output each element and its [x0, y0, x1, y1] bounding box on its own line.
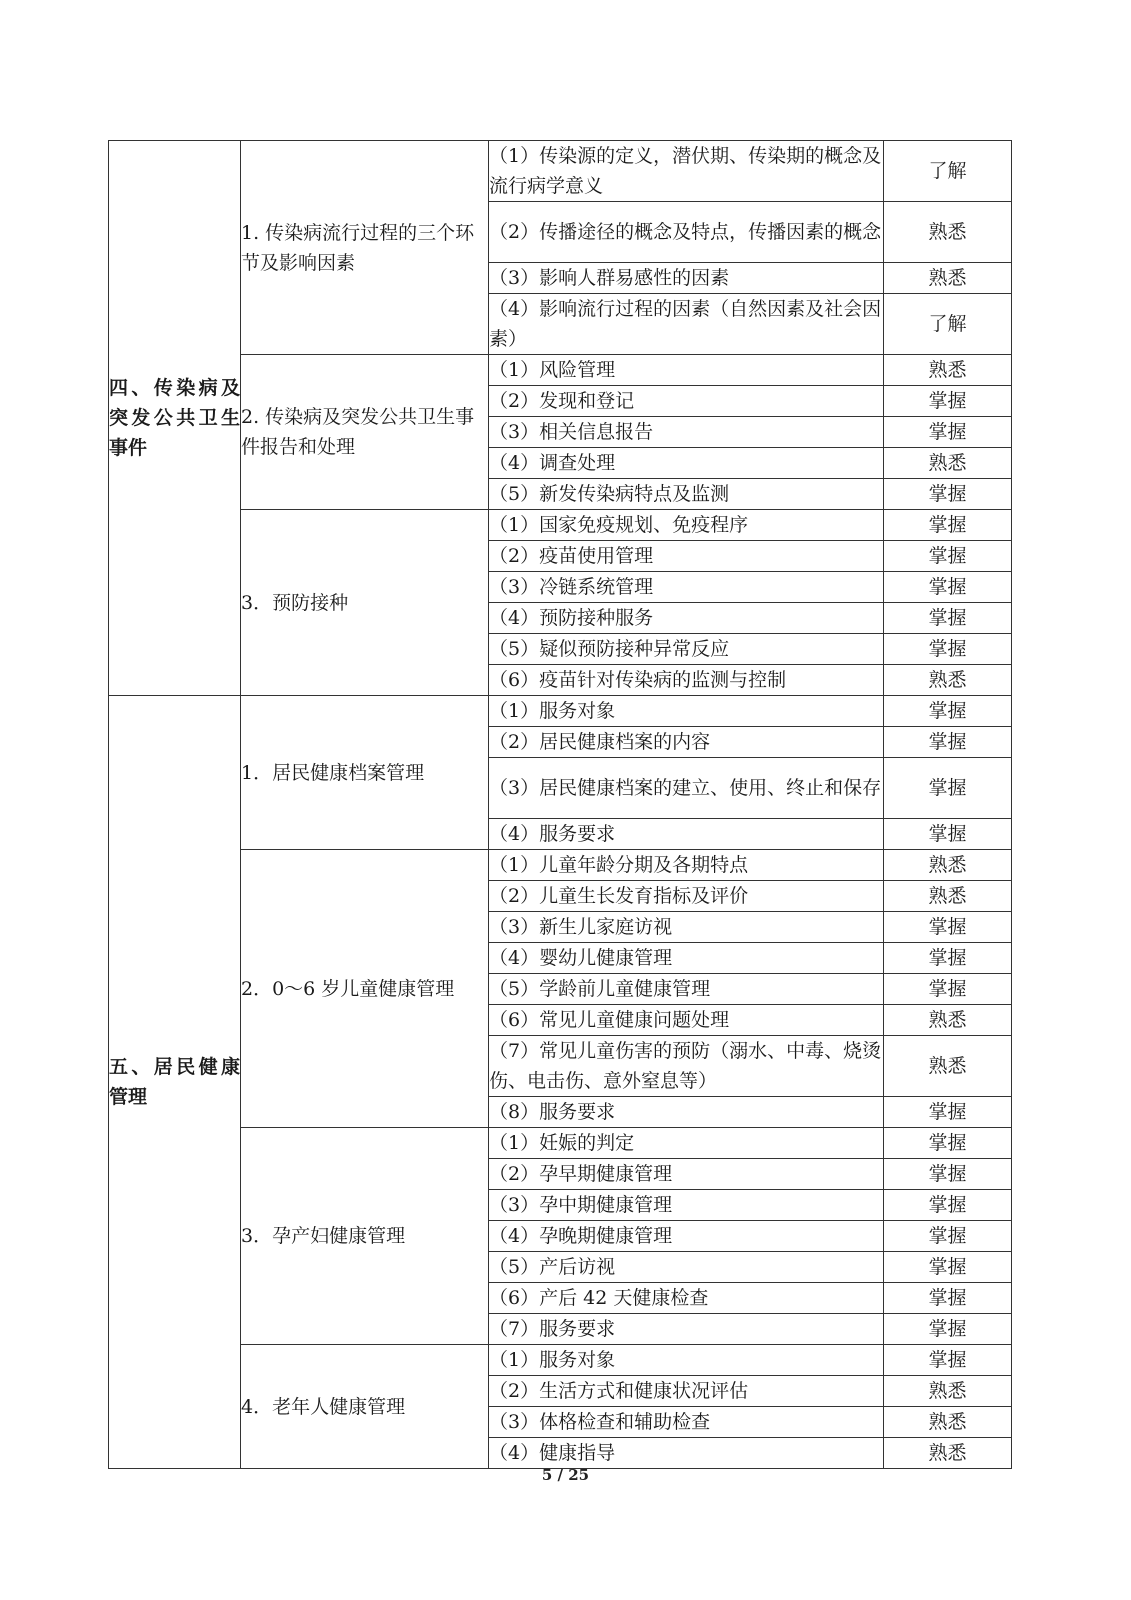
requirement-level: 了解	[884, 141, 1012, 202]
topic-item: （4）服务要求	[489, 819, 884, 850]
unit-title: 4．老年人健康管理	[241, 1345, 489, 1469]
requirement-level: 掌握	[884, 943, 1012, 974]
topic-item: （6）常见儿童健康问题处理	[489, 1005, 884, 1036]
topic-item: （5）疑似预防接种异常反应	[489, 634, 884, 665]
requirement-level: 掌握	[884, 1190, 1012, 1221]
requirement-level: 掌握	[884, 386, 1012, 417]
topic-item: （3）冷链系统管理	[489, 572, 884, 603]
chapter-title: 五、居民健康管理	[109, 696, 241, 1469]
topic-item: （2）疫苗使用管理	[489, 541, 884, 572]
topic-item: （5）新发传染病特点及监测	[489, 479, 884, 510]
requirement-level: 掌握	[884, 1345, 1012, 1376]
requirement-level: 熟悉	[884, 355, 1012, 386]
requirement-level: 掌握	[884, 727, 1012, 758]
topic-item: （2）发现和登记	[489, 386, 884, 417]
requirement-level: 掌握	[884, 417, 1012, 448]
requirement-level: 熟悉	[884, 665, 1012, 696]
requirement-level: 掌握	[884, 572, 1012, 603]
requirement-level: 熟悉	[884, 850, 1012, 881]
requirement-level: 掌握	[884, 1221, 1012, 1252]
requirement-level: 熟悉	[884, 202, 1012, 263]
requirement-level: 掌握	[884, 1314, 1012, 1345]
topic-item: （4）调查处理	[489, 448, 884, 479]
topic-item: （7）常见儿童伤害的预防（溺水、中毒、烧烫伤、电击伤、意外窒息等）	[489, 1036, 884, 1097]
table-row	[109, 1345, 1012, 1376]
topic-item: （2）居民健康档案的内容	[489, 727, 884, 758]
table-row	[109, 355, 1012, 386]
requirement-level: 掌握	[884, 819, 1012, 850]
topic-item: （5）产后访视	[489, 1252, 884, 1283]
requirement-level: 熟悉	[884, 1376, 1012, 1407]
topic-item: （3）体格检查和辅助检查	[489, 1407, 884, 1438]
requirement-level: 了解	[884, 294, 1012, 355]
requirement-level: 掌握	[884, 479, 1012, 510]
table-row	[109, 510, 1012, 541]
topic-item: （5）学龄前儿童健康管理	[489, 974, 884, 1005]
page-number: 5 / 25	[541, 1466, 590, 1484]
topic-item: （3）居民健康档案的建立、使用、终止和保存	[489, 758, 884, 819]
topic-item: （1）儿童年龄分期及各期特点	[489, 850, 884, 881]
topic-item: （4）婴幼儿健康管理	[489, 943, 884, 974]
requirement-level: 掌握	[884, 1283, 1012, 1314]
requirement-level: 熟悉	[884, 1036, 1012, 1097]
requirement-level: 掌握	[884, 1128, 1012, 1159]
unit-title: 3．预防接种	[241, 510, 489, 696]
table-row	[109, 696, 1012, 727]
requirement-level: 熟悉	[884, 881, 1012, 912]
topic-item: （4）孕晚期健康管理	[489, 1221, 884, 1252]
unit-title: 1. 传染病流行过程的三个环节及影响因素	[241, 141, 489, 355]
requirement-level: 掌握	[884, 758, 1012, 819]
unit-title: 3．孕产妇健康管理	[241, 1128, 489, 1345]
topic-item: （1）传染源的定义，潜伏期、传染期的概念及流行病学意义	[489, 141, 884, 202]
table-row	[109, 1128, 1012, 1159]
topic-item: （3）相关信息报告	[489, 417, 884, 448]
topic-item: （1）服务对象	[489, 1345, 884, 1376]
topic-item: （1）国家免疫规划、免疫程序	[489, 510, 884, 541]
topic-item: （6）产后 42 天健康检查	[489, 1283, 884, 1314]
topic-item: （3）影响人群易感性的因素	[489, 263, 884, 294]
topic-item: （8）服务要求	[489, 1097, 884, 1128]
requirement-level: 掌握	[884, 1097, 1012, 1128]
requirement-level: 掌握	[884, 603, 1012, 634]
requirement-level: 熟悉	[884, 1438, 1012, 1469]
unit-title: 2. 传染病及突发公共卫生事件报告和处理	[241, 355, 489, 510]
requirement-level: 熟悉	[884, 448, 1012, 479]
topic-item: （2）儿童生长发育指标及评价	[489, 881, 884, 912]
topic-item: （1）妊娠的判定	[489, 1128, 884, 1159]
requirement-level: 熟悉	[884, 1407, 1012, 1438]
requirement-level: 熟悉	[884, 1005, 1012, 1036]
topic-item: （1）服务对象	[489, 696, 884, 727]
topic-item: （3）新生儿家庭访视	[489, 912, 884, 943]
requirement-level: 掌握	[884, 1159, 1012, 1190]
topic-item: （2）生活方式和健康状况评估	[489, 1376, 884, 1407]
topic-item: （7）服务要求	[489, 1314, 884, 1345]
requirement-level: 掌握	[884, 510, 1012, 541]
requirement-level: 掌握	[884, 634, 1012, 665]
syllabus-table	[108, 140, 1012, 1469]
topic-item: （4）健康指导	[489, 1438, 884, 1469]
requirement-level: 掌握	[884, 696, 1012, 727]
chapter-title: 四、传染病及突发公共卫生事件	[109, 141, 241, 696]
requirement-level: 掌握	[884, 541, 1012, 572]
unit-title: 1．居民健康档案管理	[241, 696, 489, 850]
topic-item: （4）预防接种服务	[489, 603, 884, 634]
table-row	[109, 850, 1012, 881]
topic-item: （2）孕早期健康管理	[489, 1159, 884, 1190]
syllabus-table-body	[109, 141, 1012, 1469]
requirement-level: 掌握	[884, 974, 1012, 1005]
topic-item: （4）影响流行过程的因素（自然因素及社会因素）	[489, 294, 884, 355]
requirement-level: 熟悉	[884, 263, 1012, 294]
table-row	[109, 141, 1012, 202]
topic-item: （6）疫苗针对传染病的监测与控制	[489, 665, 884, 696]
topic-item: （2）传播途径的概念及特点，传播因素的概念	[489, 202, 884, 263]
requirement-level: 掌握	[884, 1252, 1012, 1283]
unit-title: 2．0～6 岁儿童健康管理	[241, 850, 489, 1128]
topic-item: （3）孕中期健康管理	[489, 1190, 884, 1221]
topic-item: （1）风险管理	[489, 355, 884, 386]
requirement-level: 掌握	[884, 912, 1012, 943]
